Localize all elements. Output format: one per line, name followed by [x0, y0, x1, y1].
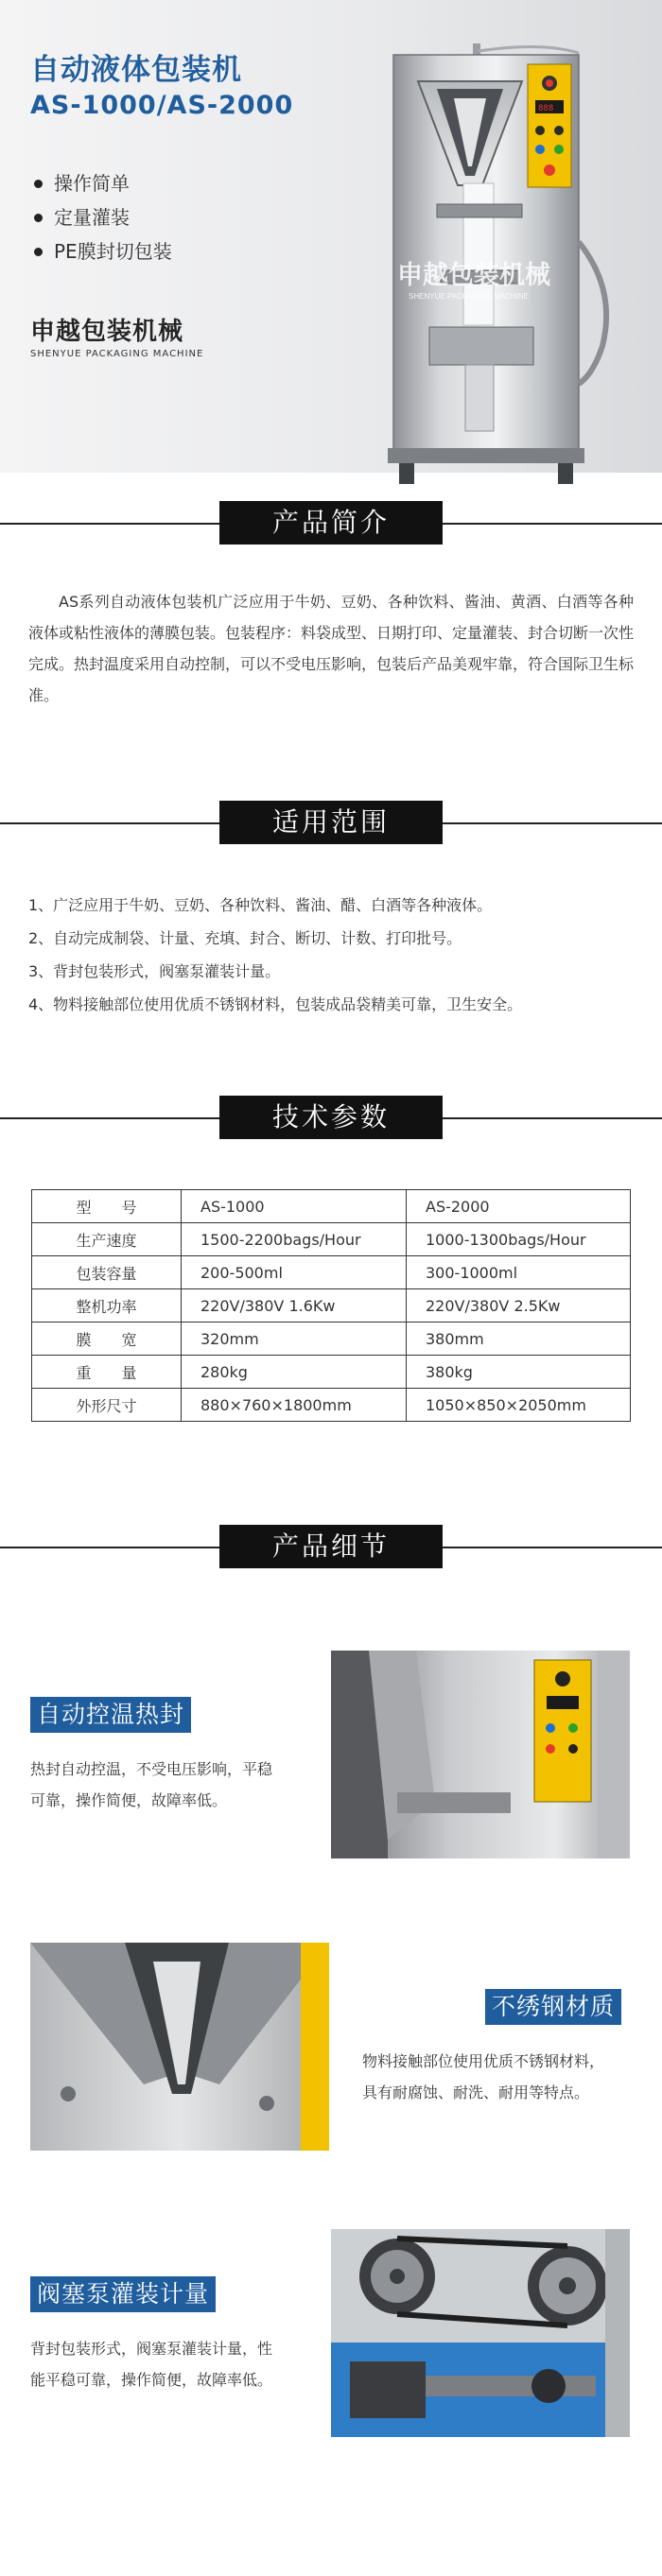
detail-text-line: 具有耐腐蚀、耐洗、耐用等特点。 [362, 2083, 590, 2101]
scope-item: 1、广泛应用于牛奶、豆奶、各种饮料、酱油、醋、白酒等各种液体。 [28, 896, 493, 914]
spec-value-a: 320mm [182, 1323, 407, 1356]
scope-item: 2、自动完成制袋、计量、充填、封合、断切、计数、打印批号。 [28, 929, 462, 947]
hero-banner [0, 0, 662, 473]
brand-name: 申越包装机械 [30, 318, 184, 346]
scope-item: 3、背封包装形式，阀塞泵灌装计量。 [28, 962, 281, 980]
spec-value-b: 300-1000ml [407, 1256, 631, 1289]
detail-text-line: 热封自动控温，不受电压影响，平稳 [30, 1760, 273, 1778]
table-row [32, 1223, 631, 1256]
feature-item [34, 200, 172, 234]
table-row [32, 1356, 631, 1389]
table-row [32, 1190, 631, 1223]
product-title: 自动液体包装机 [30, 53, 242, 87]
table-row [32, 1323, 631, 1356]
machine-image [380, 43, 626, 488]
spec-label: 外形尺寸 [32, 1389, 182, 1422]
spec-table [31, 1189, 631, 1422]
section-title-spec: 技术参数 [219, 1096, 443, 1139]
scope-list [28, 889, 522, 1021]
detail-text-line: 物料接触部位使用优质不锈钢材料， [362, 2052, 605, 2070]
section-title-intro: 产品简介 [219, 501, 443, 545]
feature-item [34, 166, 172, 200]
heat-seal-photo [331, 1651, 630, 1859]
bullet-icon [34, 248, 43, 256]
detail-label-heat-seal: 自动控温热封 [30, 1697, 191, 1733]
feature-label: PE膜封切包装 [54, 240, 172, 263]
section-title-scope: 适用范围 [219, 801, 443, 844]
table-row [32, 1256, 631, 1289]
stainless-steel-photo [30, 1943, 329, 2151]
bullet-icon [34, 214, 43, 222]
detail-text-stainless [362, 2046, 604, 2108]
detail-text-line: 可靠，操作简便，故障率低。 [30, 1791, 228, 1809]
feature-label: 操作简单 [54, 172, 130, 195]
spec-value-b: AS-2000 [407, 1190, 631, 1223]
spec-value-b: 380mm [407, 1323, 631, 1356]
detail-label-stainless: 不绣钢材质 [485, 1989, 621, 2025]
spec-value-b: 220V/380V 2.5Kw [407, 1289, 631, 1323]
spec-label: 生产速度 [32, 1223, 182, 1256]
detail-text-pump [30, 2333, 272, 2395]
detail-text-line: 背封包装形式，阀塞泵灌装计量，性 [30, 2340, 273, 2358]
spec-value-a: 880×760×1800mm [182, 1389, 407, 1422]
spec-label: 膜 宽 [32, 1323, 182, 1356]
intro-paragraph: AS系列自动液体包装机广泛应用于牛奶、豆奶、各种饮料、酱油、黄酒、白酒等各种液体或粘性液体的薄膜包装。包装程序：料袋成型、日期打印、定量灌装、封合切断一次性完成。热封温度采用自动控制，可以不受电压影响，包装后产品美观牢靠，符合国际卫生标准。 [28, 593, 635, 704]
feature-list [34, 166, 172, 268]
detail-text-heat-seal [30, 1754, 272, 1816]
spec-label: 重 量 [32, 1356, 182, 1389]
spec-value-a: 200-500ml [182, 1256, 407, 1289]
machine-watermark-en: SHENYUE PACKAGING MACHINE [409, 292, 529, 301]
spec-value-a: 220V/380V 1.6Kw [182, 1289, 407, 1323]
detail-text-line: 能平稳可靠，操作简便，故障率低。 [30, 2371, 273, 2389]
table-row [32, 1389, 631, 1422]
spec-label: 整机功率 [32, 1289, 182, 1323]
spec-value-a: 280kg [182, 1356, 407, 1389]
spec-label: 型 号 [32, 1190, 182, 1223]
brand-logo [30, 312, 203, 359]
bullet-icon [34, 180, 43, 188]
pump-photo [331, 2229, 630, 2437]
spec-value-a: AS-1000 [182, 1190, 407, 1223]
spec-value-b: 1000-1300bags/Hour [407, 1223, 631, 1256]
product-model: AS-1000/AS-2000 [30, 91, 294, 120]
spec-value-b: 380kg [407, 1356, 631, 1389]
spec-value-b: 1050×850×2050mm [407, 1389, 631, 1422]
feature-label: 定量灌装 [54, 206, 130, 229]
scope-item: 4、物料接触部位使用优质不锈钢材料，包装成品袋精美可靠，卫生安全。 [28, 995, 523, 1013]
detail-label-pump: 阀塞泵灌装计量 [30, 2276, 216, 2312]
table-row [32, 1289, 631, 1323]
spec-label: 包装容量 [32, 1256, 182, 1289]
machine-watermark: 申越包装机械 [397, 261, 550, 289]
feature-item [34, 234, 172, 268]
brand-name-en: SHENYUE PACKAGING MACHINE [30, 349, 204, 359]
spec-value-a: 1500-2200bags/Hour [182, 1223, 407, 1256]
section-title-detail: 产品细节 [219, 1525, 443, 1568]
svg-text:888: 888 [538, 104, 554, 113]
